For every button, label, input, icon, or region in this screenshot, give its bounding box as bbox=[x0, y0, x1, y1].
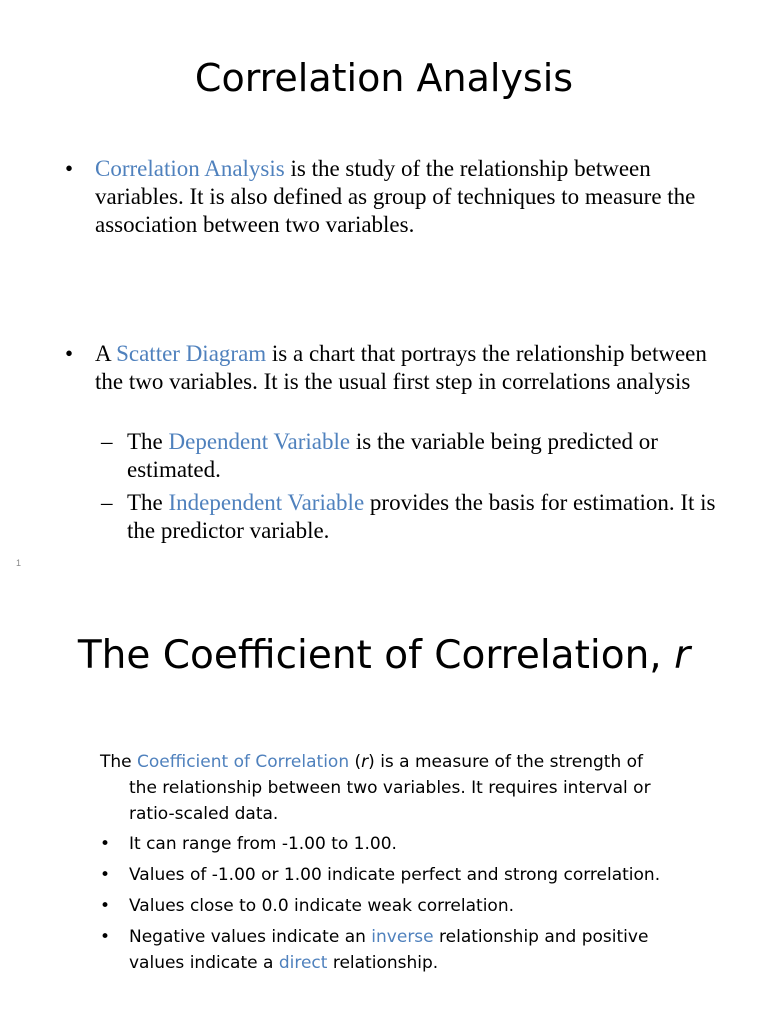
sub-text: provides the basis for estimation. It is the predictor variable. bbox=[127, 490, 716, 543]
sub-prefix: The bbox=[127, 429, 169, 454]
bullet-correlation-analysis bbox=[65, 155, 735, 239]
bullet-icon: • bbox=[100, 834, 111, 854]
bullet-prefix: A bbox=[95, 341, 117, 366]
bullet-icon: • bbox=[65, 156, 74, 181]
list-item-text: Values close to 0.0 indicate weak correlation. bbox=[129, 896, 514, 916]
bullet-icon: • bbox=[100, 927, 111, 947]
sub-bullet-independent-variable bbox=[101, 489, 727, 545]
lead-open-paren: ( bbox=[349, 752, 362, 772]
dash-icon: – bbox=[101, 429, 113, 454]
lead-paragraph bbox=[102, 749, 702, 775]
slide-title: Correlation Analysis bbox=[194, 56, 574, 100]
list-item-middle: relationship and positive bbox=[433, 927, 649, 947]
list-item-line2-prefix: values indicate a bbox=[129, 953, 279, 973]
list-item-text: Values of -1.00 or 1.00 indicate perfect and strong correlation. bbox=[129, 865, 661, 885]
slide-2 bbox=[0, 580, 768, 1024]
list-item bbox=[100, 924, 729, 976]
list-item bbox=[100, 831, 729, 857]
lead-line-2: the relationship between two variables. It requires interval or bbox=[129, 778, 651, 798]
bullet-icon: • bbox=[65, 341, 74, 366]
lead-prefix: The bbox=[100, 752, 138, 772]
term-dependent-variable: Dependent Variable bbox=[168, 429, 351, 454]
bullet-icon: • bbox=[100, 865, 111, 885]
term-correlation-analysis: Correlation Analysis bbox=[95, 156, 285, 181]
sub-prefix: The bbox=[127, 490, 169, 515]
bullet-text: is a chart that portrays the relationship between the two variables. It is the usual first step in correlations analysis bbox=[95, 341, 707, 394]
page-number: 1 bbox=[16, 558, 22, 568]
term-independent-variable: Independent Variable bbox=[168, 490, 365, 515]
slide-title bbox=[0, 632, 768, 680]
bullet-text: is the study of the relationship between variables. It is also defined as group of techniques to measure the association between two variables. bbox=[95, 156, 696, 237]
lead-variable: r bbox=[361, 752, 369, 772]
title-variable: r bbox=[674, 633, 691, 678]
list-item-text: It can range from -1.00 to 1.00. bbox=[129, 834, 397, 854]
list-item-prefix: Negative values indicate an bbox=[129, 927, 372, 947]
bullet-icon: • bbox=[100, 896, 111, 916]
list-item bbox=[100, 893, 729, 919]
sub-bullet-dependent-variable bbox=[101, 428, 727, 484]
bullet-scatter-diagram bbox=[65, 340, 735, 396]
term-scatter-diagram: Scatter Diagram bbox=[116, 341, 267, 366]
dash-icon: – bbox=[101, 490, 113, 515]
list-item-line2-rest: relationship. bbox=[327, 953, 439, 973]
title-text: The Coefficient of Correlation, bbox=[77, 633, 675, 678]
list-item bbox=[100, 862, 729, 888]
term-coefficient-of-correlation: Coefficient of Correlation bbox=[137, 752, 350, 772]
sub-text: is the variable being predicted or estimated. bbox=[127, 429, 658, 482]
term-direct: direct bbox=[278, 953, 328, 973]
term-inverse: inverse bbox=[371, 927, 434, 947]
lead-rest: ) is a measure of the strength of bbox=[368, 752, 644, 772]
lead-line-3: ratio-scaled data. bbox=[129, 804, 279, 824]
